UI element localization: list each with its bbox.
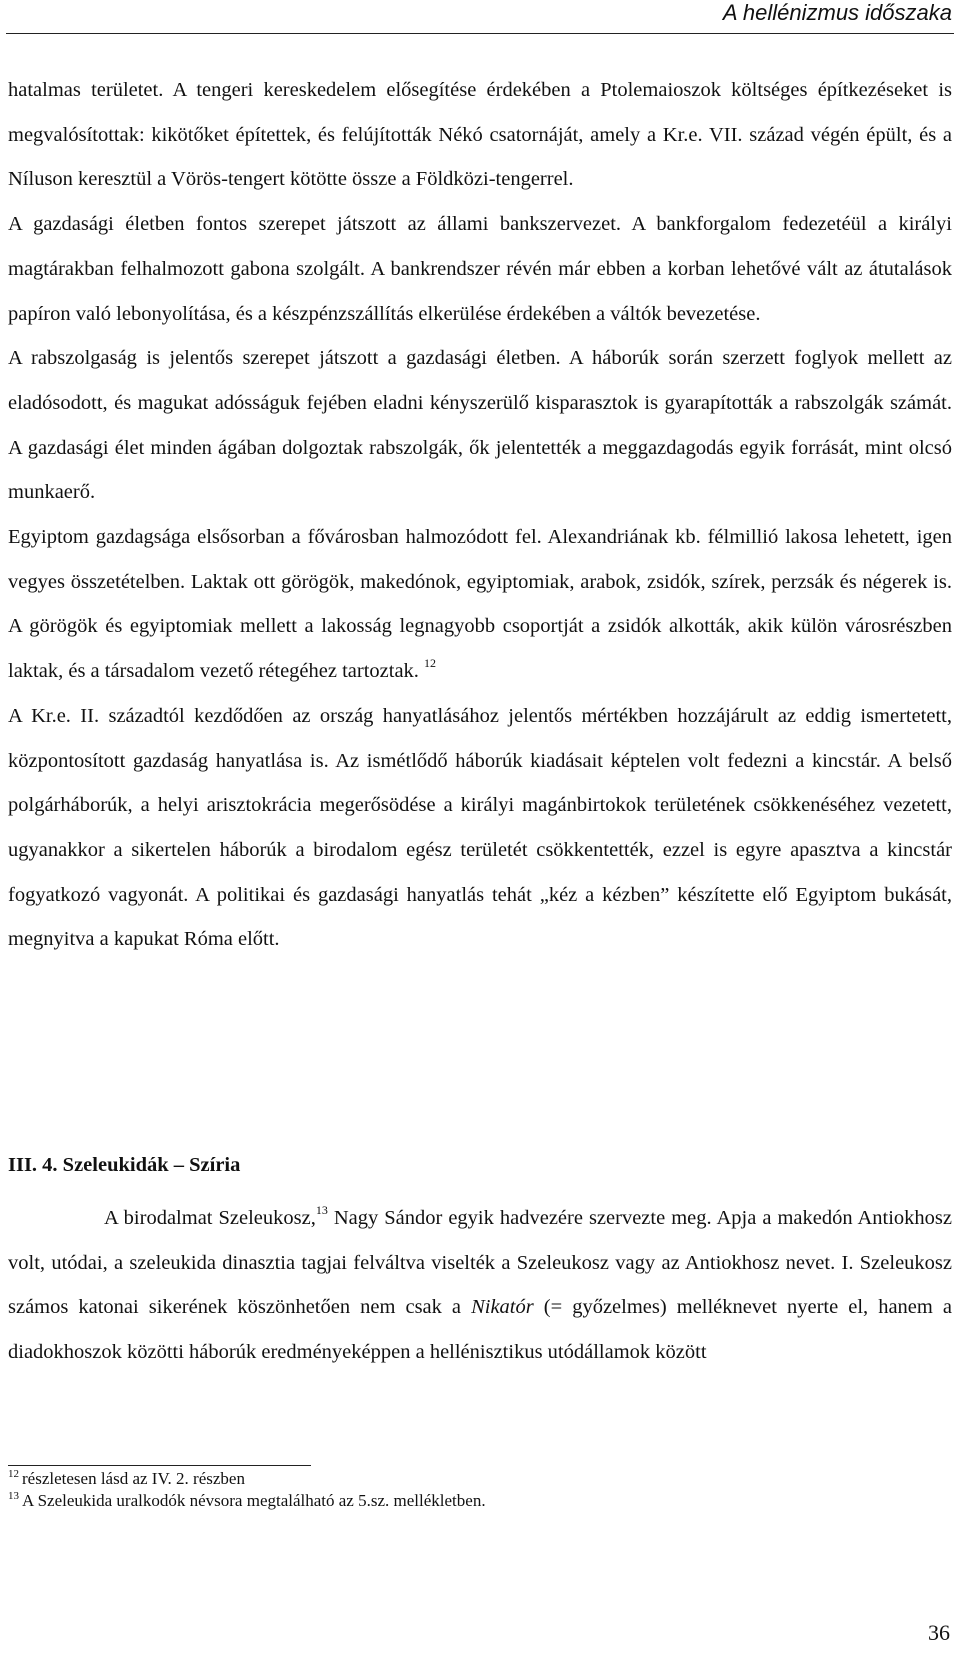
section-body [8,1196,952,1375]
page-number: 36 [928,1620,950,1645]
paragraph-banking: A gazdasági életben fontos szerepet játszott az állami bankszervezet. A bankforgalom fedezetéül a királyi magtárakban felhalmozott gabona szolgált. A bankrendszer révén már ebben a korban lehetővé vált az átutalások papíron való lebonyolítása, és a készpénzszállítás elkerülése érdekében a váltók bevezetése. [8,213,952,325]
seleucus-text-3: (= győzelmes) melléknevet nyerte el, hanem a diadokhoszok közötti háborúk eredményeképpen a hellénisztikus utódállamok között [8,1296,952,1364]
main-text [8,68,952,962]
footnote-12 [8,1468,952,1490]
seleucus-epithet: Nikatór [471,1296,534,1319]
footnotes [8,1468,952,1512]
footnote-text: A Szeleukida uralkodók névsora megtalálható az 5.sz. mellékletben. [22,1491,486,1510]
footnote-ref-12: 12 [424,656,437,671]
footnote-ref-13: 13 [315,1203,328,1217]
footnote-divider [8,1465,311,1466]
paragraph-egypt-text: Egyiptom gazdagsága elsősorban a fővárosban halmozódott fel. Alexandriának kb. félmillió lakosa lehetett, igen vegyes összetételben. Laktak ott görögök, makedónok, egyiptomiak, arabok, zsidók, szírek, perzsák és négerek is. A görögök és egyiptomiak mellett a lakosság legnagyobb csoportját a zsidók alkották, akik külön városrészben laktak, és a társadalom vezető rétegéhez tartoztak. [8,526,952,683]
footnote-13 [8,1490,952,1512]
header-divider [6,33,954,34]
header-title: A hellénizmus időszaka [722,0,952,25]
section-heading: III. 4. Szeleukidák – Szíria [8,1154,241,1176]
running-header [0,0,960,30]
seleucus-text-1: A birodalmat Szeleukosz, [104,1207,316,1229]
paragraph-trade: hatalmas területet. A tengeri kereskedelem elősegítése érdekében a Ptolemaioszok költséges építkezéseket is megvalósítottak: kikötőket építettek, és felújították Nékó csatornáját, amely a Kr.e. VII. század végén épült, és a Níluson keresztül a Vörös-tengert kötötte össze a Földközi-tengerrel. [8,79,952,191]
paragraph-egypt-wealth [8,515,952,694]
paragraph-slavery: A rabszolgaság is jelentős szerepet játszott a gazdasági életben. A háborúk során szerzett foglyok mellett az eladósodott, és magukat adósságuk fejében eladni kényszerülő kisparasztok is gyarapították a rabszolgák számát. A gazdasági élet minden ágában dolgoztak rabszolgák, ők jelentették a meggazdagodás egyik forrását, mint olcsó munkaerő. [8,347,952,504]
footnote-text: részletesen lásd az IV. 2. részben [22,1469,245,1488]
paragraph-seleucus [8,1196,952,1375]
footnote-number: 13 [8,1490,19,1502]
footnote-number: 12 [8,1468,19,1480]
seleucus-text-2: Nagy Sándor egyik hadvezére szervezte meg. Apja a makedón Antiokhosz volt, utódai, a szeleukida dinasztia tagjai felváltva viselték a Szeleukosz vagy az Antiokhosz nevet. I. Szeleukosz számos katonai sikerének köszönhetően nem csak a [8,1207,952,1319]
paragraph-decline: A Kr.e. II. századtól kezdődően az ország hanyatlásához jelentős mértékben hozzájárult az eddig ismertetett, központosított gazdaság hanyatlása is. Az ismétlődő háborúk kiadásait képtelen volt fedezni a kincstár. A belső polgárháborúk, a helyi arisztokrácia megerősödése a királyi magánbirtokok területének csökkenéséhez vezetett, ugyanakkor a sikertelen háborúk a birodalom egész területét csökkentették, ezzel is egyre apasztva a kincstár fogyatkozó vagyonát. A politikai és gazdasági hanyatlás tehát „kéz a kézben” készítette elő Egyiptom bukását, megnyitva a kapukat Róma előtt. [8,704,952,951]
